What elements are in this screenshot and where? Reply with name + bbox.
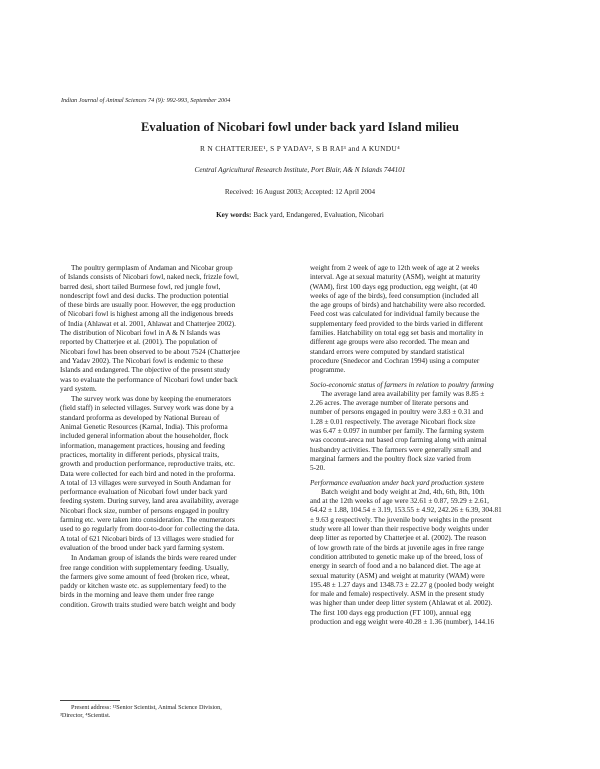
intro-paragraph [60, 264, 292, 394]
text-line: growth and production performance, reproductive traits, etc. [60, 460, 235, 469]
text-line: feeding system. During survey, land area availability, average [60, 497, 239, 506]
text-line: Feed cost was calculated for individual family because the [310, 310, 480, 319]
text-line: was coconut-areca nut based crop farming along with animal [310, 436, 487, 445]
text-line: was 6.47 ± 0.097 in number per family. The farming system [310, 427, 484, 436]
text-line: the age groups of birds) and hatchability were also recorded. [310, 301, 486, 310]
text-line: The first 100 days egg production (FT 100), annual egg [310, 608, 471, 617]
socio-economic-paragraph [310, 390, 542, 474]
footnote-divider [60, 700, 120, 701]
text-line: of low growth rate of the birds at juvenile ages in free range [310, 543, 484, 552]
text-line: standard proforma as developed by National Bureau of [60, 413, 220, 422]
text-line: Islands and endangered. The objective of the present study [60, 366, 230, 375]
text-line: deep litter as reported by Chatterjee et al. (2002). The reason [310, 534, 487, 543]
left-text-column [60, 264, 292, 610]
text-line: number of persons engaged in poultry were 3.83 ± 0.31 and [310, 408, 484, 417]
text-line: different age groups were also recorded. The mean and [310, 338, 470, 347]
footnote-line: Present address: ¹²Senior Scientist, Animal Science Division, [71, 704, 222, 711]
survey-methods-paragraph [60, 395, 292, 553]
text-line: procedure (Snedecor and Cochran 1994) using a computer [310, 356, 480, 365]
text-line: was to evaluate the performance of Nicobari fowl under back [60, 375, 238, 384]
text-line: condition. Growth traits studied were batch weight and body [60, 600, 236, 609]
text-line: for male and female) respectively. ASM in the present study [310, 590, 485, 599]
text-line: production and egg weight were 40.28 ± 1.36 (number), 144.16 [310, 617, 495, 626]
text-line: practices, mortality in different periods, physical traits, [60, 450, 220, 459]
traits-paragraph [310, 264, 542, 376]
text-line: In Andaman group of islands the birds were reared under [71, 554, 237, 563]
text-line: Nicobari flock size, number of persons engaged in poultry [60, 506, 229, 515]
text-line: of Nicobari fowl is highest among all the indigenous breeds [60, 310, 234, 319]
text-line: weeks of age of the birds), feed consumption (included all [310, 291, 479, 300]
text-line: and Yadav 2002). The Nicobari fowl is endemic to these [60, 356, 224, 365]
section-subheading-performance: Performance evaluation under back yard production system [310, 478, 484, 487]
text-line: 64.42 ± 1.88, 104.54 ± 3.19, 153.55 ± 4.92, 242.26 ± 6.39, 304.81 [310, 506, 502, 515]
text-line: and at the 12th weeks of age were 32.61 ± 0.87, 59.29 ± 2.61, [310, 497, 489, 506]
text-line: husbandry activities. The farmers were generally small and [310, 445, 482, 454]
text-line: supplementary feed provided to the birds varied in different [310, 319, 484, 328]
text-line: nondescript fowl and desi ducks. The production potential [60, 291, 229, 300]
text-line: reported by Chatterjee et al. (2001). The population of [60, 338, 218, 347]
text-line: (WAM), first 100 days egg production, egg weight, (at 40 [310, 282, 478, 291]
text-line: Nicobari fowl has been observed to be about 7524 (Chatterjee [60, 347, 240, 356]
text-line: A total of 13 villages were surveyed in South Andaman for [60, 478, 231, 487]
text-line: of these birds are usually poor. However, the egg production [60, 301, 236, 310]
text-line: ± 9.63 g respectively. The juvenile body weights in the present [310, 515, 492, 524]
performance-paragraph [310, 488, 542, 627]
text-line: included general information about the householder, flock [60, 432, 229, 441]
text-line: of India (Ahlawat et al. 2001, Ahlawat and Chatterjee 2002). [60, 319, 236, 328]
section-subheading-socio-economic: Socio-economic status of farmers in relation to poultry farming [310, 380, 494, 389]
text-line: (field staff) in selected villages. Survey work was done by a [60, 404, 234, 413]
text-line: The poultry germplasm of Andaman and Nicobar group [71, 264, 233, 272]
text-line: weight from 2 week of age to 12th week of age at 2 weeks [310, 264, 480, 272]
author-list: R N CHATTERJEE¹, S P YADAV², S B RAI³ and A KUNDU⁴ [200, 144, 400, 153]
text-line: study were all lower than their respective body weights under [310, 525, 489, 534]
text-line: was higher than under deep litter system (Ahlawat et al. 2002). [310, 599, 493, 608]
text-line: Data were collected for each bird and noted in the proforma. [60, 469, 236, 478]
text-line: evaluation of the brood under back yard farming system. [60, 543, 225, 552]
article-title: Evaluation of Nicobari fowl under back yard Island milieu [140, 120, 459, 134]
text-line: information, management practices, housing and feeding [60, 441, 225, 450]
text-line: Batch weight and body weight at 2nd, 4th, 6th, 8th, 10th [321, 487, 485, 496]
text-line: 2.26 acres. The average number of literate persons and [310, 399, 469, 408]
text-line: sexual maturity (ASM) and weight at maturity (WAM) were [310, 571, 485, 580]
text-line: The average land area availability per family was 8.85 ± [321, 389, 485, 398]
text-line: the farmers give some amount of feed (broken rice, wheat, [60, 572, 230, 581]
keywords-line [0, 211, 600, 219]
text-line: standard errors were computed by standard statistical [310, 347, 465, 356]
text-line: 195.48 ± 1.27 days and 1348.73 ± 22.27 g (pooled body weight [310, 580, 495, 589]
right-text-column [310, 264, 542, 627]
journal-citation: Indian Journal of Animal Sciences 74 (9): 992-993, September 2004 [61, 97, 231, 104]
text-line: farming etc. were taken into consideration. The enumerators [60, 516, 235, 525]
text-line: interval. Age at sexual maturity (ASM), weight at maturity [310, 273, 481, 282]
text-line: birds in the morning and leave them under free range [60, 591, 215, 600]
text-line: energy in search of food and a no balanced diet. The age at [310, 562, 481, 571]
text-line: free range condition with supplementary feeding. Usually, [60, 563, 229, 572]
received-accepted-dates: Received: 16 August 2003; Accepted: 12 April 2004 [224, 188, 376, 196]
text-line: of Islands consists of Nicobari fowl, naked neck, frizzle fowl, [60, 273, 239, 282]
text-line: marginal farmers and the poultry flock size varied from [310, 454, 471, 463]
keywords-label: Key words: [216, 211, 252, 219]
text-line: paddy or kitchen waste etc. as supplementary feed) to the [60, 582, 227, 591]
footnote [60, 704, 292, 720]
text-line: Animal Genetic Resources (Karnal, India). This proforma [60, 423, 228, 432]
keywords-text: Back yard, Endangered, Evaluation, Nicobari [253, 211, 384, 219]
text-line: 5-20. [310, 464, 326, 473]
text-line: yard system. [60, 384, 97, 393]
text-line: families. Hatchability on total egg set basis and mortality in [310, 329, 484, 338]
text-line: barred desi, short tailed Burmese fowl, red jungle fowl, [60, 282, 221, 291]
text-line: 1.28 ± 0.01 respectively. The average Nicobari flock size [310, 417, 476, 426]
text-line: programme. [310, 366, 346, 375]
text-line: condition attributed to genetic make up of the breed, loss of [310, 552, 483, 561]
text-line: The distribution of Nicobari fowl in A & N Islands was [60, 329, 221, 338]
text-line: performance evaluation of Nicobari fowl under back yard [60, 488, 228, 497]
footnote-line: ³Director, ⁴Scientist. [60, 712, 111, 719]
text-line: used to go regularly from door-to-door for collecting the data. [60, 525, 240, 534]
rearing-paragraph [60, 554, 292, 610]
author-affiliation: Central Agricultural Research Institute, Port Blair, A& N Islands 744101 [194, 166, 406, 174]
text-line: A total of 621 Nicobari birds of 13 villages were studied for [60, 534, 234, 543]
text-line: The survey work was done by keeping the enumerators [71, 395, 232, 404]
